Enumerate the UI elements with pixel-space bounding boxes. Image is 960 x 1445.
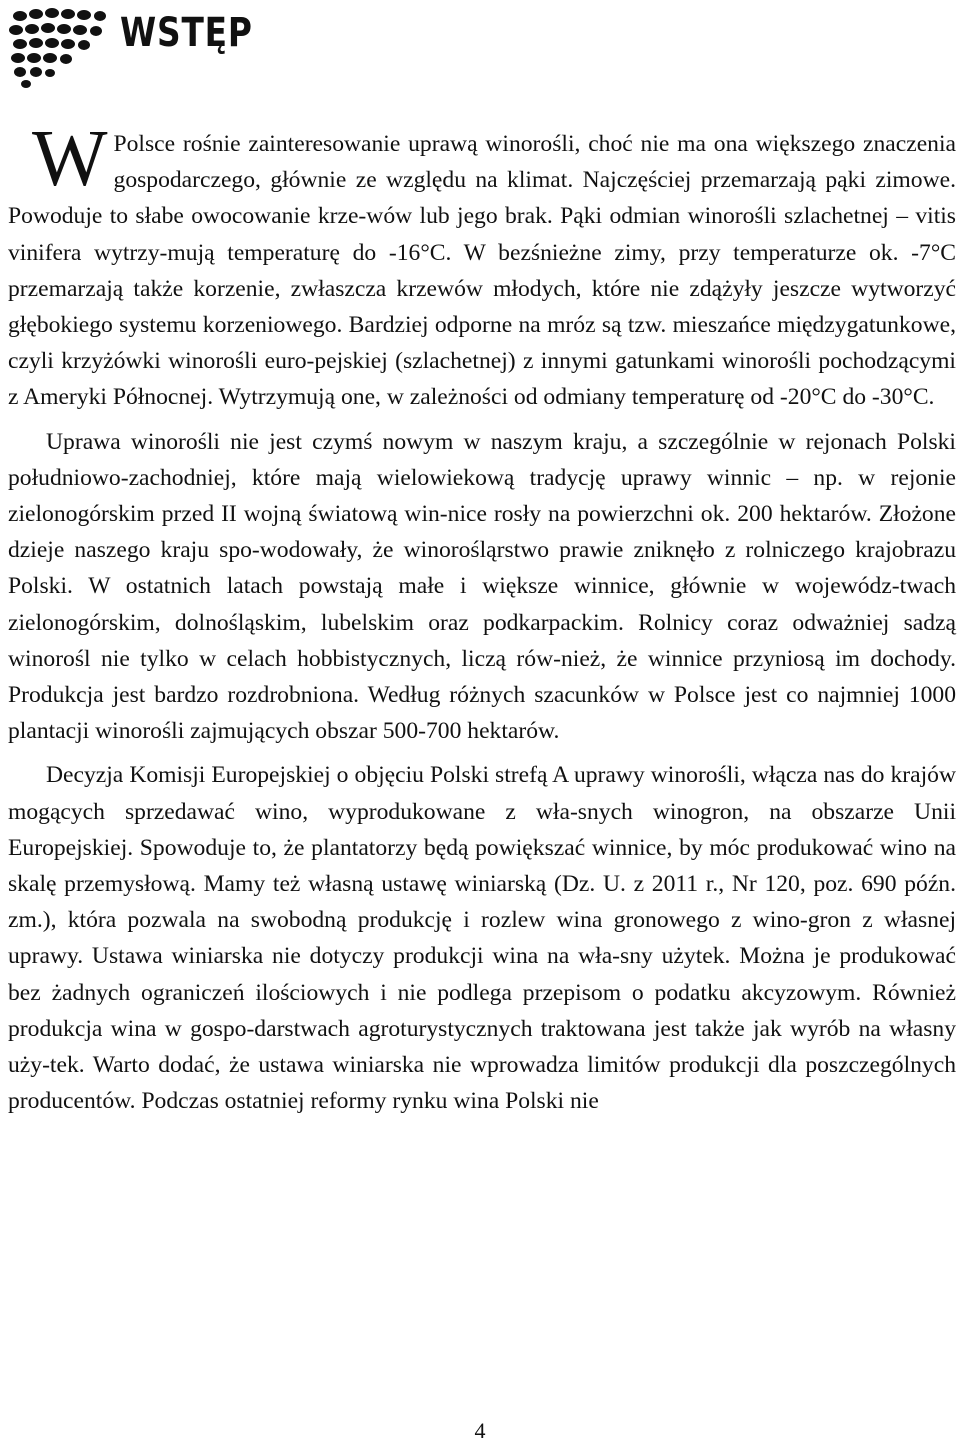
grape-bunch-icon [6,4,118,90]
chapter-title: WSTĘP [120,10,253,56]
page-header [6,4,326,90]
paragraph-1 [8,115,956,416]
paragraph-1-text: Polsce rośnie zainteresowanie uprawą winorośli, choć nie ma ona większego znaczenia gospodarczego, głównie ze względu na klimat. Najczęściej przemarzają pąki zimowe. Powoduje to słabe owocowanie krze-wów lub jego brak. Pąki odmian winorośli szlachetnej – vitis vinifera wytrzy-mują temperaturę do -16°C. W bezśnieżne zimy, przy temperaturze ok. -7°C przemarzają także korzenie, zwłaszcza krzewów młodych, które nie zdążyły jeszcze wytworzyć głębokiego systemu korzeniowego. Bardziej odporne na mróz są tzw. mieszańce międzygatunkowe, czyli krzyżówki winorośli euro-pejskiej (szlachetnej) z innymi gatunkami winorośli pochodzącymi z Ameryki Północnej. Wytrzymują one, w zależności od odmiany temperaturę od -20°C do -30°C. [8,131,956,411]
paragraph-2: Uprawa winorośli nie jest czymś nowym w naszym kraju, a szczególnie w rejonach Polski południowo-zachodniej, które mają wielowiekową tradycję uprawy winnic – np. w rejonie zielonogórskim przed II wojną światową win-nice rosły na powierzchni ok. 200 hektarów. Złożone dzieje naszego kraju spo-wodowały, że winorośląrstwo prawie zniknęło z rolniczego krajobrazu Polski. W ostatnich latach powstają małe i większe winnice, głównie w wojewódz-twach zielonogórskim, dolnośląskim, lubelskim oraz podkarpackim. Rolnicy coraz odważniej sadzą winorośl nie tylko w celach hobbistycznych, liczą rów-nież, że winnice przyniosą im dochody. Produkcja jest bardzo rozdrobniona. Według różnych szacunków w Polsce jest co najmniej 1000 plantacji winorośli zajmujących obszar 500-700 hektarów. [8,428,956,745]
article-body [8,115,956,1119]
drop-cap: W [32,115,108,203]
paragraph-3: Decyzja Komisji Europejskiej o objęciu Polski strefą A uprawy winorośli, włącza nas do krajów mogących sprzedawać wino, wyprodukowane z wła-snych winogron, na obszarze Unii Europejskiej. Spowoduje to, że plantatorzy będą powiększać winnice, by móc produkować wino na skalę przemysłową. Mamy też własną ustawę winiarską (Dz. U. z 2011 r., Nr 120, poz. 690 późn. zm.), która pozwala na swobodną produkcję i rozlew wina gronowego z wino-gron z własnej uprawy. Ustawa winiarska nie dotyczy produkcji wina na wła-sny użytek. Można je produkować bez żadnych ograniczeń ilościowych i nie podlega przepisom o podatku akcyzowym. Również produkcja wina w gospo-darstwach agroturystycznych traktowana jest także jak wyrób na własny uży-tek. Warto dodać, że ustawa winiarska nie wprowadza limitów produkcji dla poszczególnych producentów. Podczas ostatniej reformy rynku wina Polski nie [8,762,956,1115]
page-number: 4 [474,1418,486,1443]
